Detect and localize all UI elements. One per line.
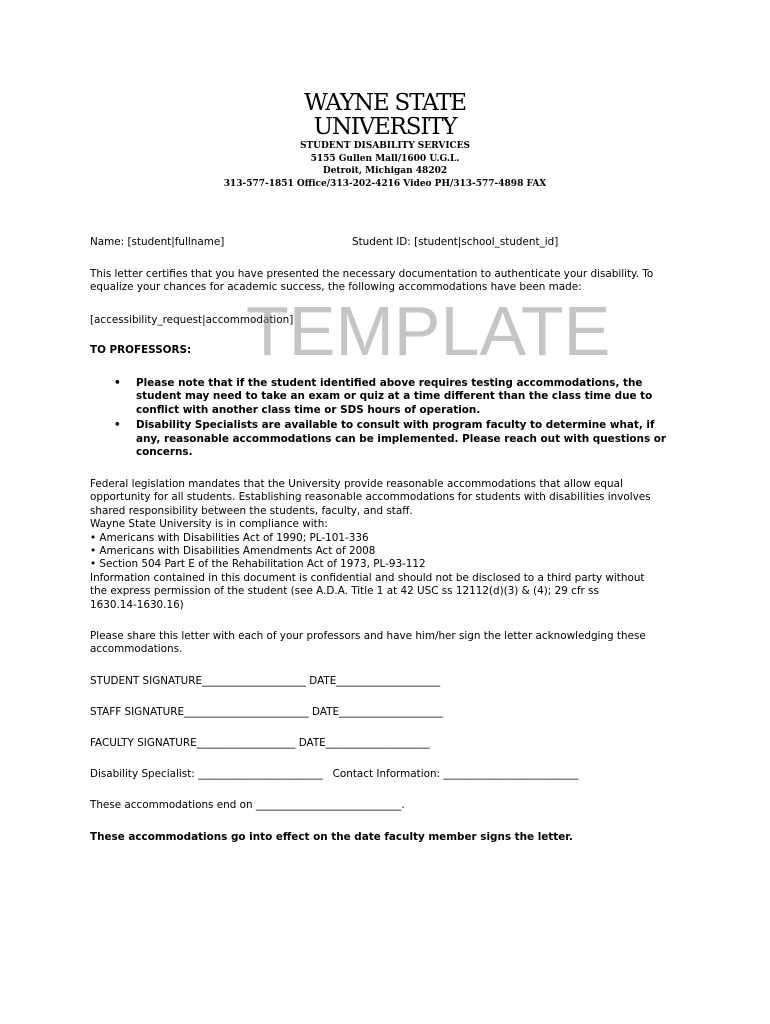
student-name-field: Name: [student|fullname] bbox=[90, 236, 225, 248]
staff-signature-line[interactable]: STAFF SIGNATURE________________________ DATE____________________ bbox=[90, 706, 443, 718]
accommodations-placeholder: [accessibility_request|accommodation] bbox=[90, 314, 294, 326]
bullet-marker: • bbox=[114, 419, 121, 432]
list-item-line: concerns. bbox=[136, 446, 193, 459]
federal-line: Information contained in this document is confidential and should not be disclosed to a third party without bbox=[90, 571, 645, 584]
federal-legislation-paragraph bbox=[90, 478, 690, 612]
federal-line: Wayne State University is in compliance with: bbox=[90, 518, 328, 531]
student-id-field: Student ID: [student|school_student_id] bbox=[352, 236, 559, 248]
logo-line-1: WAYNE STATE bbox=[304, 90, 466, 116]
list-item-line: student may need to take an exam or quiz at a time different than the class time due to bbox=[136, 390, 653, 403]
office-name: STUDENT DISABILITY SERVICES bbox=[299, 141, 471, 151]
bullet-marker: • bbox=[114, 377, 121, 389]
certification-line-1: This letter certifies that you have presented the necessary documentation to authenticate your disability. To bbox=[90, 268, 654, 280]
list-item-line: Please note that if the student identified above requires testing accommodations, the bbox=[136, 377, 643, 389]
share-line-1: Please share this letter with each of your professors and have him/her sign the letter acknowledging these bbox=[90, 630, 646, 642]
specialist-contact-line[interactable]: Disability Specialist: ________________________ Contact Information: __________________________ bbox=[90, 768, 579, 780]
office-address-1: 5155 Gullen Mall/1600 U.G.L. bbox=[310, 153, 460, 164]
logo-line-2: UNIVERSITY bbox=[313, 114, 457, 140]
university-logo bbox=[300, 92, 470, 139]
template-watermark: TEMPLATE bbox=[246, 292, 611, 370]
federal-line: opportunity for all students. Establishing reasonable accommodations for students with disabilities involves bbox=[90, 491, 651, 504]
federal-line: • Section 504 Part E of the Rehabilitation Act of 1973, PL-93-112 bbox=[90, 558, 426, 571]
federal-line: 1630.14-1630.16) bbox=[90, 598, 184, 611]
federal-line: Federal legislation mandates that the University provide reasonable accommodations that allow equal bbox=[90, 478, 623, 490]
share-instructions bbox=[90, 630, 690, 657]
federal-line: shared responsibility between the students, faculty, and staff. bbox=[90, 504, 413, 517]
list-item-line: conflict with another class time or SDS hours of operation. bbox=[136, 403, 481, 416]
federal-line: • Americans with Disabilities Amendments Act of 2008 bbox=[90, 545, 376, 558]
name-row bbox=[90, 236, 690, 249]
list-item-line: Disability Specialists are available to consult with program faculty to determine what, if bbox=[136, 419, 655, 432]
office-address-2: Detroit, Michigan 48202 bbox=[322, 166, 448, 176]
list-item bbox=[110, 419, 690, 459]
federal-line: • Americans with Disabilities Act of 1990; PL-101-336 bbox=[90, 531, 369, 544]
end-date-line[interactable]: These accommodations end on ____________________________. bbox=[90, 799, 405, 811]
certification-paragraph bbox=[90, 268, 690, 295]
effective-date-note: These accommodations go into effect on the date faculty member signs the letter. bbox=[90, 831, 573, 843]
professor-notes-list bbox=[110, 377, 690, 461]
to-professors-heading: TO PROFESSORS: bbox=[90, 344, 192, 356]
office-phones: 313-577-1851 Office/313-202-4216 Video PH/313-577-4898 FAX bbox=[223, 178, 547, 189]
office-header bbox=[200, 140, 570, 190]
list-item-line: any, reasonable accommodations can be implemented. Please reach out with questions or bbox=[136, 432, 667, 445]
student-signature-line[interactable]: STUDENT SIGNATURE____________________ DATE____________________ bbox=[90, 675, 441, 687]
certification-line-2: equalize your chances for academic success, the following accommodations have been made: bbox=[90, 281, 582, 294]
list-item bbox=[110, 377, 690, 417]
share-line-2: accommodations. bbox=[90, 643, 183, 656]
faculty-signature-line[interactable]: FACULTY SIGNATURE___________________ DATE____________________ bbox=[90, 737, 430, 749]
federal-line: the express permission of the student (see A.D.A. Title 1 at 42 USC ss 12112(d)(3) & (4); 29 cfr ss bbox=[90, 585, 599, 598]
